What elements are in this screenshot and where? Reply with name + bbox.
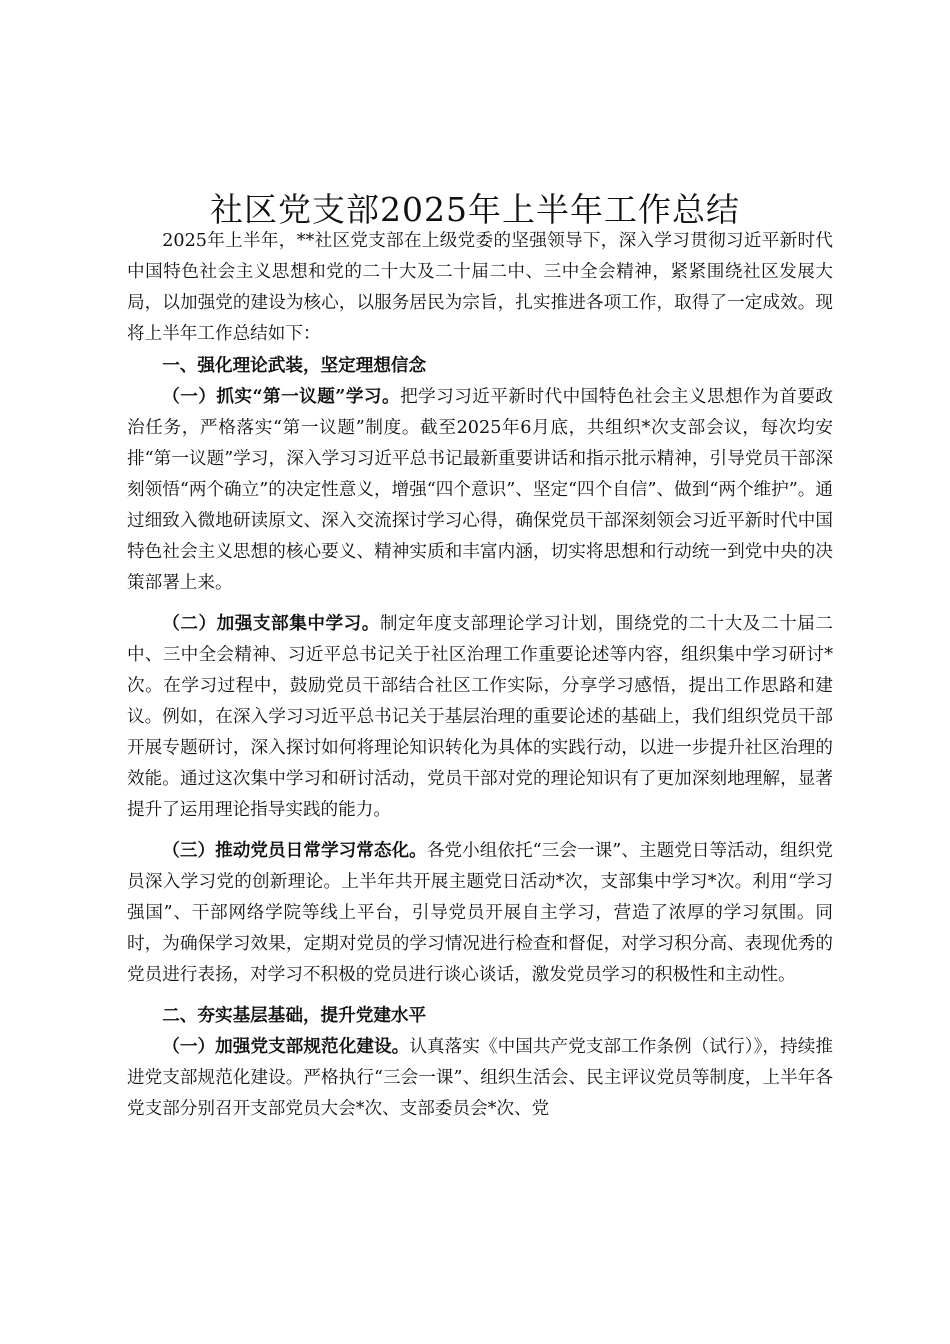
section1-paragraph-1 bbox=[127, 381, 833, 599]
paragraph-lead: （二）加强支部集中学习。 bbox=[162, 613, 380, 634]
section1-heading: 一、强化理论武装，坚定理想信念 bbox=[162, 355, 427, 376]
section2-heading: 二、夯实基层基础，提升党建水平 bbox=[162, 1005, 427, 1026]
paragraph-lead: （三）推动党员日常学习常态化。 bbox=[162, 840, 427, 861]
section1-paragraph-3 bbox=[127, 835, 833, 991]
paragraph-text: 把学习习近平新时代中国特色社会主义思想作为首要政治任务，严格落实“第一议题”制度。截至2025年6月底，共组织*次支部会议，每次均安排“第一议题”学习，深入学习习近平总书记最新重要讲话和指示批示精神，引导党员干部深刻领悟“两个确立”的决定性意义，增强“四个意识”、坚定“四个自信”、做到“两个维护”。通过细致入微地研读原文、深入交流探讨学习心得，确保党员干部深刻领会习近平新时代中国特色社会主义思想的核心要义、精神实质和丰富内涵，切实将思想和行动统一到党中央的决策部署上来。 bbox=[127, 387, 833, 593]
paragraph-text: 认真落实《中国共产党支部工作条例（试行）》，持续推进党支部规范化建设。严格执行“三会一课”、组织生活会、民主评议党员等制度，上半年各党支部分别召开支部党员大会*次、支部委员会*次、党 bbox=[127, 1037, 833, 1119]
paragraph-text: 制定年度支部理论学习计划，围绕党的二十大及二十届二中、三中全会精神、习近平总书记关于社区治理工作重要论述等内容，组织集中学习研讨*次。在学习过程中，鼓励党员干部结合社区工作实际，分享学习感悟，提出工作思路和建议。例如，在深入学习习近平总书记关于基层治理的重要论述的基础上，我们组织党员干部开展专题研讨，深入探讨如何将理论知识转化为具体的实践行动，以进一步提升社区治理的效能。通过这次集中学习和研讨活动，党员干部对党的理论知识有了更加深刻地理解，显著提升了运用理论指导实践的能力。 bbox=[127, 614, 833, 820]
paragraph-text: 各党小组依托“三会一课”、主题党日等活动，组织党员深入学习党的创新理论。上半年共开展主题党日活动*次，支部集中学习*次。利用“学习强国”、干部网络学院等线上平台，引导党员开展自主学习，营造了浓厚的学习氛围。同时，为确保学习效果，定期对党员的学习情况进行检查和督促，对学习积分高、表现优秀的党员进行表扬，对学习不积极的党员进行谈心谈话，激发党员学习的积极性和主动性。 bbox=[127, 841, 833, 985]
section1-paragraph-2 bbox=[127, 608, 833, 826]
document-body bbox=[127, 226, 833, 1125]
paragraph-lead: （一）抓实“第一议题”学习。 bbox=[162, 386, 401, 407]
document-title: 社区党支部2025年上半年工作总结 bbox=[210, 190, 740, 230]
paragraph-lead: （一）加强党支部规范化建设。 bbox=[162, 1036, 410, 1057]
intro-paragraph: 2025年上半年，**社区党支部在上级党委的坚强领导下，深入学习贯彻习近平新时代中国特色社会主义思想和党的二十大及二十届二中、三中全会精神，紧紧围绕社区发展大局，以加强党的建设为核心，以服务居民为宗旨，扎实推进各项工作，取得了一定成效。现将上半年工作总结如下： bbox=[127, 231, 833, 344]
section2-paragraph-1 bbox=[127, 1031, 833, 1125]
